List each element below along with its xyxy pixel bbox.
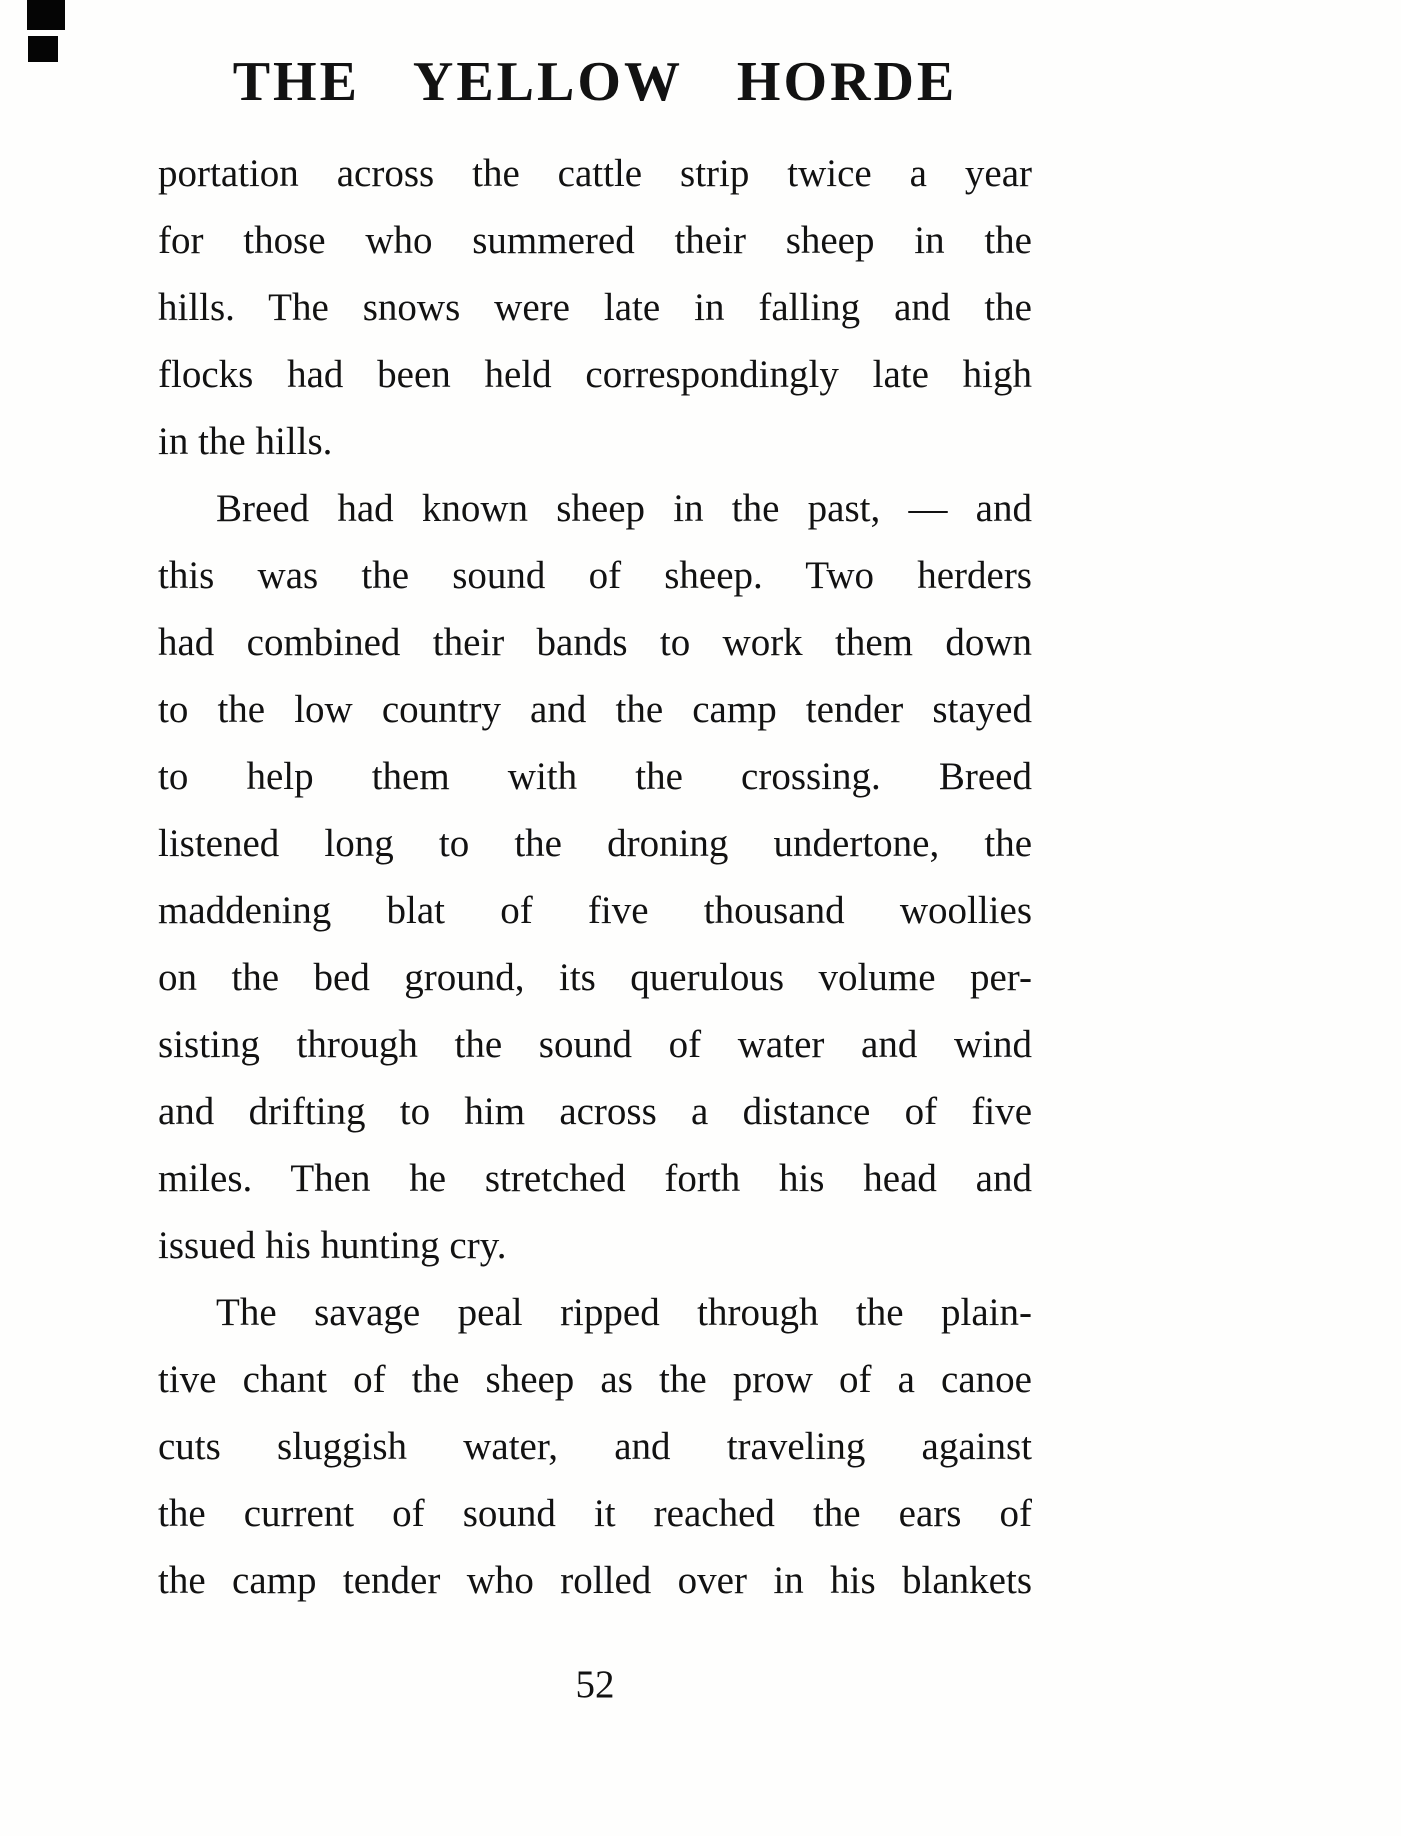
text-line: tive chant of the sheep as the prow of a canoe [158,1358,1032,1401]
text-line: hills. The snows were late in falling and the [158,286,1032,329]
text-line: had combined their bands to work them down [158,621,1032,664]
text-line: sisting through the sound of water and wind [158,1023,1032,1066]
scan-ink-artifact [27,0,65,30]
text-line: in the hills. [158,420,333,463]
text-line: portation across the cattle strip twice a year [158,152,1032,195]
text-line: maddening blat of five thousand woollies [158,889,1032,932]
text-line: on the bed ground, its querulous volume per- [158,956,1032,999]
text-line: issued his hunting cry. [158,1224,507,1267]
text-line: to help them with the crossing. Breed [158,755,1032,798]
text-line: for those who summered their sheep in the [158,219,1032,262]
page-number: 52 [575,1663,615,1706]
scan-ink-artifact [28,36,58,62]
text-line: to the low country and the camp tender stayed [158,688,1032,731]
text-line: the camp tender who rolled over in his blankets [158,1559,1032,1602]
text-line: miles. Then he stretched forth his head and [158,1157,1032,1200]
text-line: flocks had been held correspondingly late high [158,353,1032,396]
text-line: the current of sound it reached the ears of [158,1492,1032,1535]
page-title: THE YELLOW HORDE [232,51,958,113]
text-line: and drifting to him across a distance of five [158,1090,1032,1133]
text-column [158,50,1032,1614]
text-line: The savage peal ripped through the plain- [216,1291,1032,1334]
text-line: this was the sound of sheep. Two herders [158,554,1032,597]
text-line: listened long to the droning undertone, the [158,822,1032,865]
body-text [158,140,1032,1614]
text-line: cuts sluggish water, and traveling against [158,1425,1032,1468]
text-line: Breed had known sheep in the past, — and [216,487,1032,530]
